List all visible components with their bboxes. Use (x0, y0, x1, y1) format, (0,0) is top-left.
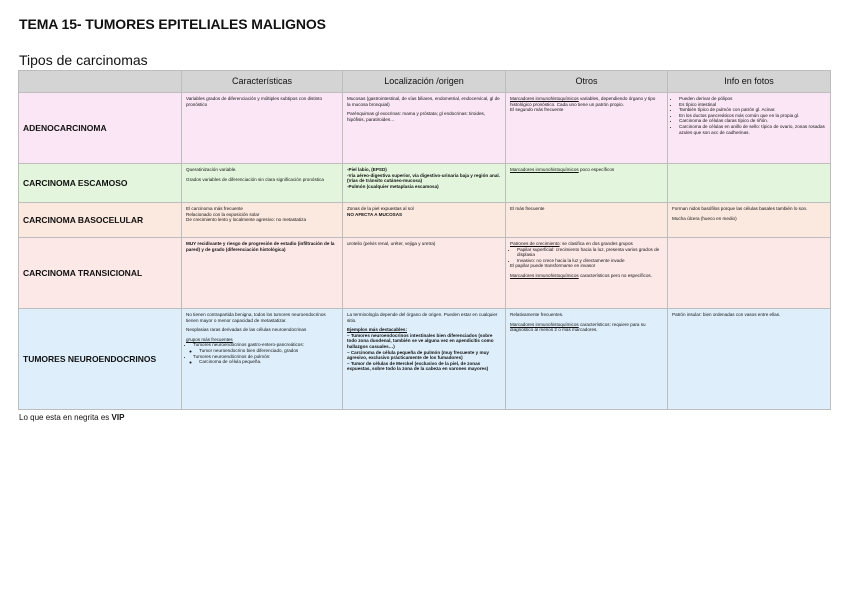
cell-text: De crecimiento lento y localmente agresivo: no metastatiza (186, 217, 307, 223)
cell-fotos (668, 164, 831, 203)
cell-fotos (668, 309, 831, 410)
cell-text: Forman nidos basófilos porque las células basales también lo son. (672, 206, 808, 211)
cell-fotos (668, 203, 831, 238)
row-name-adenocarcinoma: ADENOCARCINOMA (19, 93, 182, 164)
cell-otros (506, 164, 668, 203)
cell-caracteristicas (182, 203, 343, 238)
table-row (19, 203, 831, 238)
cell-localizacion (343, 309, 506, 410)
cell-text: Relacionado con la exposición solar (186, 211, 260, 217)
cell-text: -Vía aéreo-digestiva superior, vía digestivo-urinaria baja y región anal. (Vías de tránsito cutáneo-mucosa) (347, 172, 500, 184)
table-row (19, 93, 831, 164)
row-name-carcinoma-escamoso: CARCINOMA ESCAMOSO (19, 164, 182, 203)
cell-caracteristicas (182, 309, 343, 410)
cell-otros (506, 93, 668, 164)
cell-text: Queratinización variable. (186, 167, 237, 172)
cell-text: -Piel labio, (EPSD) (347, 167, 387, 172)
cell-text: : se clasifica en dos grandes grupos (559, 241, 633, 246)
underlined-text: Ejemplos más destacables: (347, 327, 408, 333)
cell-localizacion (343, 164, 506, 203)
cell-text: variables, dependiendo órgano y tipo histológico pronóstico. Cada uno tiene un patrón propio. (510, 96, 656, 107)
cell-text: Parénquimas gl exocrinas: mama y próstata; gl endocrinas: tiroides, hipófisis, paratiroides… (347, 111, 486, 122)
cell-text: Variables grados de diferenciación y múltiples subtipos con distinto pronóstico (186, 96, 323, 107)
cell-text: – Tumor de células de Merckel (exclusivo de la piel, de zonas expuestas, sobre todo la zona de la cabeza en varones mayores) (347, 360, 489, 372)
underlined-text: Marcadores inmunohistoquímicos (510, 167, 579, 172)
list-item: • Es típico intestinal (679, 102, 826, 108)
list-item: • En los ductos pancreáticos más común que en la propia gl. (679, 113, 826, 119)
list-item: ◦ Tumor neuroendocrino bien diferenciado, grados (199, 348, 338, 354)
cell-caracteristicas (182, 164, 343, 203)
cell-text: – Carcinoma de célula pequeña de pulmón (muy frecuente y muy agresivo, exclusivo prácticamente de los fumadores) (347, 349, 489, 361)
list-item: • Tumores neuroendócrinos de pulmón: (193, 354, 338, 360)
list-item: • Carcinoma de células claras típico de riñón. (679, 118, 826, 124)
cell-localizacion (343, 93, 506, 164)
cell-text: poco específicos (578, 167, 615, 172)
cell-text: El más frecuente (510, 206, 545, 211)
page-title: TEMA 15- TUMORES EPITELIALES MALIGNOS (19, 16, 326, 32)
cell-fotos (668, 93, 831, 164)
cell-text: Relativamente frecuentes. (510, 312, 564, 317)
cell-text: El papilar puede transformarse en invasor (510, 263, 596, 269)
cell-fotos (668, 238, 831, 309)
cell-text: Zonas de la piel expuestas al sol (347, 206, 414, 211)
cell-localizacion (343, 203, 506, 238)
cell-text: urotelio (pelvis renal, uréter, vejiga y uretra) (347, 241, 436, 246)
cell-text: – Tumores neuroendocrinos intestinales bien diferenciados (sobre todo zona duodenal, también se ve alguna vez en apendicitis como hallazgos casuales…) (347, 332, 494, 349)
carcinoma-table (18, 70, 831, 410)
header-localizacion: Localización /origen (343, 71, 506, 93)
section-title: Tipos de carcinomas (19, 52, 148, 68)
fotos-list (672, 96, 826, 135)
header-otros: Otros (506, 71, 668, 93)
underlined-text: Patrones de crecimiento (510, 241, 560, 246)
cell-text: Mucosas (gastrointestinal, de vías biliares, endometrial, endocervical, gl de la mucosa bronquial) (347, 96, 500, 107)
underlined-text: Marcadores inmunohistoquímicos (510, 272, 579, 278)
list-item: • Papilar superficial: crecimiento hacia la luz, presenta varios grados de displasia (517, 247, 663, 258)
cell-text: El carcinoma más frecuente (186, 206, 243, 211)
bold-text: NO AFECTA A MUCOSAS (347, 211, 403, 217)
list-item: ◦ Carcinoma de célula pequeña. (199, 359, 338, 365)
table-row (19, 238, 831, 309)
cell-text: Mucha úlcera (hueco en medio) (672, 215, 737, 221)
underlined-text: Marcadores inmunohistoquímicos (510, 321, 579, 327)
cell-otros (506, 203, 668, 238)
cell-text: Neoplasias raras derivadas de las células neuroendocrinas (186, 327, 307, 333)
footnote (19, 413, 124, 422)
table-row (19, 164, 831, 203)
underlined-text: grupos más frecuentes (186, 336, 233, 342)
cell-text: El segundo más frecuente (510, 107, 564, 113)
cell-otros (506, 309, 668, 410)
cell-text: característicos pero no específicos. (578, 272, 652, 278)
list-item: • Tumores neuroendócrinos gastro-entero-pancreáticos: (193, 342, 338, 348)
list-item: • También típico de pulmón con patrón gl. Acinar. (679, 107, 826, 113)
table-header-row (19, 71, 831, 93)
otros-list (510, 247, 663, 264)
cell-text: característicos: requiere para su diagnóstico al menos 2 o más marcadores. (510, 321, 646, 333)
cell-caracteristicas (182, 238, 343, 309)
cell-text: Grados variables de diferenciación sin clara significación pronóstica (186, 176, 324, 182)
footnote-text: Lo que esta en negrita es (19, 413, 112, 422)
cell-localizacion (343, 238, 506, 309)
header-corner (19, 71, 182, 93)
underlined-text: Marcadores inmunohistoquímicos (510, 96, 579, 101)
cell-text: La terminología depende del órgano de origen. Pueden estar en cualquier sitio. (347, 312, 498, 323)
row-name-carcinoma-transicional: CARCINOMA TRANSICIONAL (19, 238, 182, 309)
row-name-tumores-neuroendocrinos: TUMORES NEUROENDOCRINOS (19, 309, 182, 410)
footnote-bold: VIP (111, 413, 125, 422)
cell-text: No tienen contrapartida benigna, todos los tumores neuroendocrinos tienen mayor o menor capacidad de metastatizar. (186, 312, 326, 323)
list-item: • Pueden derivar de pólipos (679, 96, 826, 102)
cell-caracteristicas (182, 93, 343, 164)
caracteristicas-list (186, 342, 338, 364)
table-row (19, 309, 831, 410)
row-name-carcinoma-basocelular: CARCINOMA BASOCELULAR (19, 203, 182, 238)
cell-text: -Pulmón (cualquier metaplasia escamosa) (347, 183, 439, 189)
cell-otros (506, 238, 668, 309)
list-item: • Carcinoma de células en anillo de sello: típico de ovario, zonas rosadas azules que son acc de cadherinas. (679, 124, 826, 135)
cell-text: MUY recidivante y riesgo de progresión de estadio (infiltración de la pared) y de grado (diferenciación histológica) (186, 241, 335, 252)
list-item: • Invasivo: no crece hacia la luz y directamente invade (517, 258, 663, 264)
header-caracteristicas: Características (182, 71, 343, 93)
header-fotos: Info en fotos (668, 71, 831, 93)
cell-text: Patrón insular: bien ordenadas con vasos entre ellas. (672, 312, 781, 317)
